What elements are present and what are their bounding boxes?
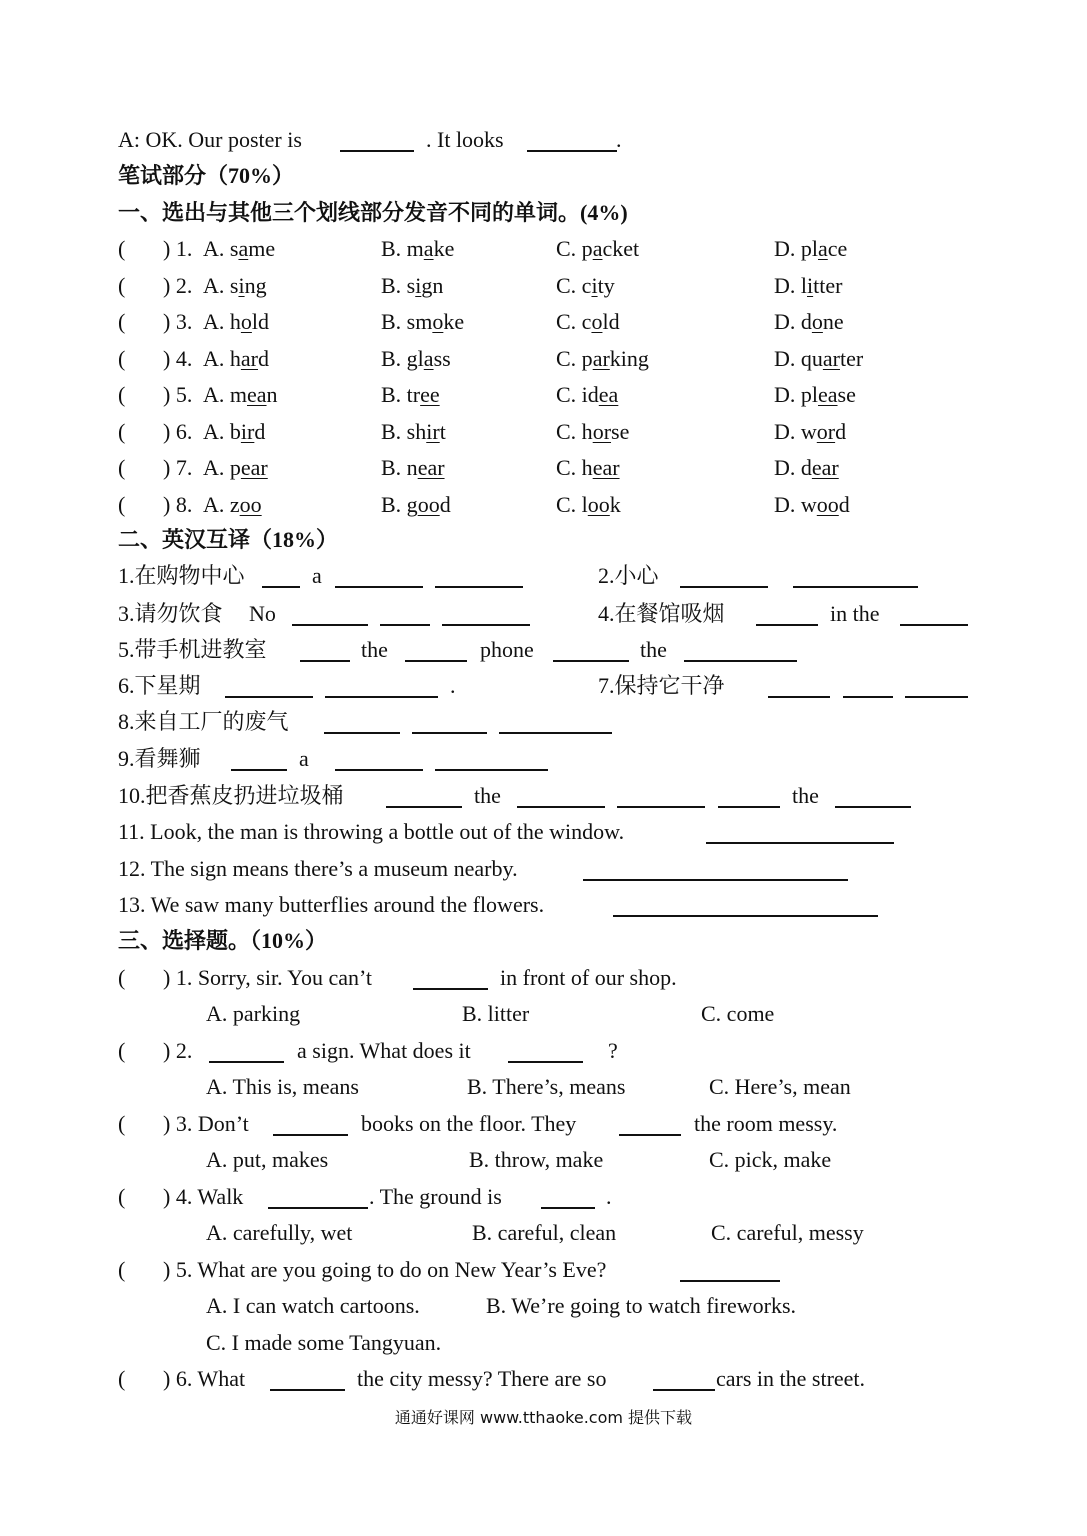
underlined-letters: ear bbox=[240, 455, 268, 480]
option-c[interactable]: C. city bbox=[556, 273, 615, 298]
dialogue-text: A: OK. Our poster is bbox=[118, 127, 302, 152]
translation-prompt: 5.带手机进教室 bbox=[118, 637, 267, 662]
answer-blank[interactable] bbox=[835, 806, 911, 808]
answer-paren[interactable]: ( bbox=[118, 236, 126, 261]
option-b[interactable]: B. We’re going to watch fireworks. bbox=[486, 1293, 797, 1318]
option-c[interactable]: C. hear bbox=[556, 455, 620, 480]
answer-blank[interactable] bbox=[900, 624, 968, 626]
option-a[interactable]: A. sing bbox=[203, 273, 267, 298]
translation-sentence: 13. We saw many butterflies around the flowers. bbox=[118, 892, 545, 917]
underlined-letters: o bbox=[811, 309, 823, 334]
answer-blank[interactable] bbox=[386, 806, 462, 808]
item-number: ) 2. bbox=[163, 273, 193, 298]
answer-blank[interactable] bbox=[553, 660, 629, 662]
question-stem: the city messy? There are so bbox=[357, 1366, 607, 1391]
translation-prompt: 10.把香蕉皮扔进垃圾桶 bbox=[118, 783, 344, 808]
underlined-letters: oo bbox=[816, 492, 839, 517]
dialogue-text: . It looks bbox=[426, 127, 504, 152]
underlined-letters: ear bbox=[811, 455, 839, 480]
answer-paren[interactable]: ( bbox=[118, 1257, 126, 1282]
dialogue-text: . bbox=[616, 127, 622, 152]
underlined-letters: ir bbox=[240, 419, 255, 444]
question-stem: a sign. What does it bbox=[297, 1038, 471, 1063]
dialogue-line bbox=[118, 122, 302, 158]
option-c[interactable]: C. Here’s, mean bbox=[709, 1074, 851, 1099]
answer-blank[interactable] bbox=[768, 696, 830, 698]
section2-title: 二、英汉互译（18%） bbox=[118, 527, 339, 552]
answer-blank[interactable] bbox=[680, 586, 768, 588]
option-a[interactable]: A. hold bbox=[203, 309, 270, 334]
translation-word: the bbox=[361, 637, 388, 662]
option-b[interactable]: B. There’s, means bbox=[467, 1074, 626, 1099]
question-stem: ) 2. bbox=[163, 1038, 193, 1063]
answer-blank[interactable] bbox=[583, 879, 848, 881]
option-c[interactable]: C. packet bbox=[556, 236, 640, 261]
underlined-letters: o bbox=[432, 309, 444, 334]
answer-paren[interactable]: ( bbox=[118, 1111, 126, 1136]
underlined-letters: a bbox=[818, 236, 828, 261]
answer-paren[interactable]: ( bbox=[118, 346, 126, 371]
translation-word: a bbox=[312, 563, 322, 588]
option-d[interactable]: D. done bbox=[774, 309, 844, 334]
underlined-letters: ea bbox=[598, 382, 619, 407]
question-stem: . The ground is bbox=[369, 1184, 502, 1209]
answer-blank[interactable] bbox=[517, 806, 605, 808]
underlined-letters: o bbox=[240, 309, 252, 334]
answer-blank[interactable] bbox=[335, 769, 423, 771]
answer-paren[interactable]: ( bbox=[118, 1038, 126, 1063]
option-d[interactable]: D. word bbox=[774, 419, 847, 444]
underlined-letters: ear bbox=[592, 455, 620, 480]
translation-word: in the bbox=[830, 601, 880, 626]
underlined-letters: or bbox=[592, 419, 612, 444]
option-c[interactable]: C. look bbox=[556, 492, 621, 517]
answer-blank[interactable] bbox=[508, 1061, 583, 1063]
answer-blank[interactable] bbox=[324, 732, 400, 734]
option-b[interactable]: B. sign bbox=[381, 273, 444, 298]
answer-paren[interactable]: ( bbox=[118, 273, 126, 298]
written-part-title: 笔试部分（70%） bbox=[118, 163, 295, 188]
page-footer: 通通好课网 www.tthaoke.com 提供下载 bbox=[394, 1408, 693, 1427]
answer-blank[interactable] bbox=[335, 586, 423, 588]
answer-blank[interactable] bbox=[262, 586, 300, 588]
answer-paren[interactable]: ( bbox=[118, 309, 126, 334]
answer-blank[interactable] bbox=[325, 696, 438, 698]
underlined-letters: i bbox=[415, 273, 422, 298]
section3-title: 三、选择题。（10%） bbox=[118, 928, 328, 953]
answer-blank[interactable] bbox=[209, 1061, 284, 1063]
underlined-letters: ir bbox=[426, 419, 440, 444]
answer-blank[interactable] bbox=[527, 150, 617, 152]
answer-blank[interactable] bbox=[435, 769, 548, 771]
option-d[interactable]: D. place bbox=[774, 236, 848, 261]
underlined-letters: i bbox=[238, 273, 245, 298]
answer-paren[interactable]: ( bbox=[118, 492, 126, 517]
option-a[interactable]: A. This is, means bbox=[206, 1074, 359, 1099]
answer-blank[interactable] bbox=[684, 660, 797, 662]
option-a[interactable]: A. mean bbox=[203, 382, 278, 407]
answer-blank[interactable] bbox=[435, 586, 523, 588]
underlined-letters: ea bbox=[247, 382, 267, 407]
option-b[interactable]: B. shirt bbox=[381, 419, 446, 444]
question-stem: ) 3. Don’t bbox=[163, 1111, 249, 1136]
answer-paren[interactable]: ( bbox=[118, 1184, 126, 1209]
answer-blank[interactable] bbox=[619, 1134, 681, 1136]
option-b[interactable]: B. glass bbox=[381, 346, 451, 371]
answer-blank[interactable] bbox=[273, 1134, 348, 1136]
item-number: ) 6. bbox=[163, 419, 193, 444]
answer-blank[interactable] bbox=[268, 1207, 368, 1209]
underlined-letters: a bbox=[423, 346, 434, 371]
question-stem: ) 4. Walk bbox=[163, 1184, 244, 1209]
item-number: ) 3. bbox=[163, 309, 193, 334]
option-c[interactable]: C. idea bbox=[556, 382, 619, 407]
translation-word: the bbox=[792, 783, 819, 808]
option-b[interactable]: B. good bbox=[381, 492, 451, 517]
answer-blank[interactable] bbox=[905, 696, 968, 698]
answer-blank[interactable] bbox=[340, 150, 414, 152]
translation-sentence: 12. The sign means there’s a museum nearby. bbox=[118, 856, 518, 881]
option-d[interactable]: D. litter bbox=[774, 273, 843, 298]
answer-blank[interactable] bbox=[843, 696, 893, 698]
translation-word: the bbox=[640, 637, 667, 662]
option-b[interactable]: B. make bbox=[381, 236, 455, 261]
translation-prompt: 2.小心 bbox=[598, 563, 659, 588]
translation-word: phone bbox=[480, 637, 534, 662]
option-a[interactable]: A. put, makes bbox=[206, 1147, 329, 1172]
option-d[interactable]: D. please bbox=[774, 382, 856, 407]
option-a[interactable]: A. I can watch cartoons. bbox=[206, 1293, 420, 1318]
option-d[interactable]: D. quarter bbox=[774, 346, 864, 371]
underlined-letters: or bbox=[816, 419, 836, 444]
option-c[interactable]: C. I made some Tangyuan. bbox=[206, 1330, 442, 1355]
question-stem: . bbox=[606, 1184, 612, 1209]
translation-sentence: 11. Look, the man is throwing a bottle out of the window. bbox=[118, 819, 625, 844]
answer-blank[interactable] bbox=[718, 806, 780, 808]
question-stem: books on the floor. They bbox=[361, 1111, 577, 1136]
option-c[interactable]: C. horse bbox=[556, 419, 630, 444]
translation-prompt: 8.来自工厂的废气 bbox=[118, 709, 289, 734]
underlined-letters: i bbox=[807, 273, 814, 298]
answer-blank[interactable] bbox=[499, 732, 612, 734]
answer-blank[interactable] bbox=[225, 696, 313, 698]
answer-paren[interactable]: ( bbox=[118, 382, 126, 407]
item-number: ) 7. bbox=[163, 455, 193, 480]
item-number: ) 4. bbox=[163, 346, 193, 371]
question-stem: ) 5. What are you going to do on New Year’s Eve? bbox=[163, 1257, 607, 1282]
option-d[interactable]: D. dear bbox=[774, 455, 839, 480]
translation-prompt: 9.看舞狮 bbox=[118, 746, 201, 771]
underlined-letters: ear bbox=[417, 455, 445, 480]
translation-word: No bbox=[249, 601, 276, 626]
option-a[interactable]: A. bird bbox=[203, 419, 266, 444]
option-b[interactable]: B. careful, clean bbox=[472, 1220, 617, 1245]
answer-blank[interactable] bbox=[292, 624, 368, 626]
question-stem: the room messy. bbox=[694, 1111, 838, 1136]
underlined-letters: a bbox=[238, 236, 249, 261]
option-c[interactable]: C. come bbox=[701, 1001, 775, 1026]
translation-prompt: 4.在餐馆吸烟 bbox=[598, 601, 725, 626]
question-stem: ) 6. What bbox=[163, 1366, 246, 1391]
answer-blank[interactable] bbox=[541, 1207, 595, 1209]
underlined-letters: ea bbox=[818, 382, 838, 407]
item-number: ) 1. bbox=[163, 236, 193, 261]
translation-word: a bbox=[299, 746, 309, 771]
underlined-letters: i bbox=[591, 273, 598, 298]
answer-blank[interactable] bbox=[793, 586, 918, 588]
answer-blank[interactable] bbox=[412, 732, 487, 734]
translation-prompt: 6.下星期 bbox=[118, 673, 201, 698]
answer-blank[interactable] bbox=[380, 624, 430, 626]
option-c[interactable]: C. parking bbox=[556, 346, 649, 371]
answer-blank[interactable] bbox=[300, 660, 350, 662]
answer-blank[interactable] bbox=[653, 1389, 715, 1391]
answer-blank[interactable] bbox=[413, 988, 488, 990]
question-stem: ? bbox=[608, 1038, 618, 1063]
underlined-letters: oo bbox=[587, 492, 610, 517]
option-d[interactable]: D. wood bbox=[774, 492, 850, 517]
answer-paren[interactable]: ( bbox=[118, 965, 126, 990]
answer-blank[interactable] bbox=[231, 769, 287, 771]
option-b[interactable]: B. throw, make bbox=[469, 1147, 604, 1172]
option-c[interactable]: C. careful, messy bbox=[711, 1220, 864, 1245]
option-b[interactable]: B. tree bbox=[381, 382, 440, 407]
answer-paren[interactable]: ( bbox=[118, 455, 126, 480]
underlined-letters: ar bbox=[240, 346, 258, 371]
option-b[interactable]: B. near bbox=[381, 455, 445, 480]
question-stem: cars in the street. bbox=[716, 1366, 866, 1391]
option-a[interactable]: A. zoo bbox=[203, 492, 262, 517]
option-a[interactable]: A. hard bbox=[203, 346, 269, 371]
answer-blank[interactable] bbox=[613, 915, 878, 917]
option-a[interactable]: A. carefully, wet bbox=[206, 1220, 353, 1245]
translation-prompt: 3.请勿饮食 bbox=[118, 601, 223, 626]
question-stem: in front of our shop. bbox=[500, 965, 677, 990]
underlined-letters: oo bbox=[239, 492, 262, 517]
underlined-letters: ar bbox=[592, 346, 610, 371]
question-stem: ) 1. Sorry, sir. You can’t bbox=[163, 965, 373, 990]
option-a[interactable]: A. same bbox=[203, 236, 276, 261]
answer-paren[interactable]: ( bbox=[118, 1366, 126, 1391]
answer-paren[interactable]: ( bbox=[118, 419, 126, 444]
answer-blank[interactable] bbox=[680, 1280, 780, 1282]
underlined-letters: a bbox=[592, 236, 603, 261]
underlined-letters: o bbox=[591, 309, 603, 334]
answer-blank[interactable] bbox=[706, 842, 894, 844]
item-number: ) 8. bbox=[163, 492, 193, 517]
translation-word: . bbox=[450, 673, 456, 698]
answer-blank[interactable] bbox=[270, 1389, 345, 1391]
underlined-letters: oo bbox=[417, 492, 440, 517]
option-b[interactable]: B. smoke bbox=[381, 309, 465, 334]
section1-title: 一、选出与其他三个划线部分发音不同的单词。(4%) bbox=[118, 200, 628, 225]
option-a[interactable]: A. pear bbox=[203, 455, 268, 480]
answer-blank[interactable] bbox=[405, 660, 467, 662]
option-a[interactable]: A. parking bbox=[206, 1001, 301, 1026]
underlined-letters: a bbox=[423, 236, 434, 261]
translation-word: the bbox=[474, 783, 501, 808]
option-c[interactable]: C. pick, make bbox=[709, 1147, 832, 1172]
answer-blank[interactable] bbox=[756, 624, 818, 626]
option-c[interactable]: C. cold bbox=[556, 309, 620, 334]
option-b[interactable]: B. litter bbox=[462, 1001, 530, 1026]
translation-prompt: 7.保持它干净 bbox=[598, 673, 725, 698]
answer-blank[interactable] bbox=[442, 624, 530, 626]
answer-blank[interactable] bbox=[617, 806, 705, 808]
underlined-letters: ar bbox=[822, 346, 840, 371]
item-number: ) 5. bbox=[163, 382, 193, 407]
translation-prompt: 1.在购物中心 bbox=[118, 563, 245, 588]
underlined-letters: ee bbox=[420, 382, 440, 407]
